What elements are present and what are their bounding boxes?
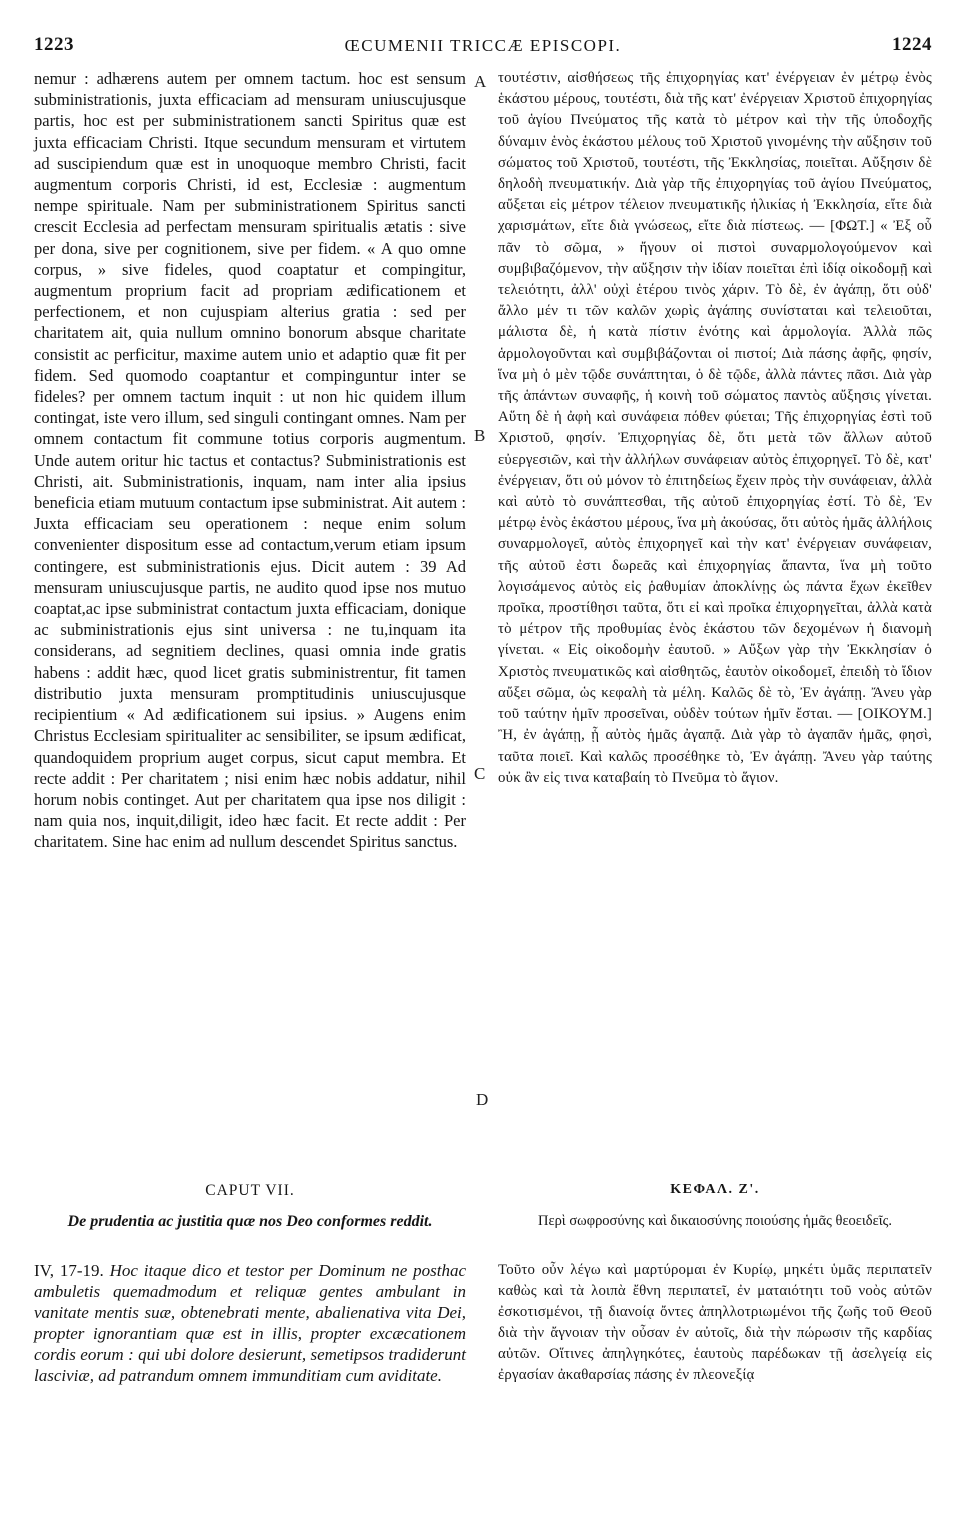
greek-commentary: τουτέστιν, αἰσθήσεως τῆς ἐπιχορηγίας κατ' ἐνέργειαν ἐν μέτρῳ ἑνὸς ἑκάστου μέρους, τουτέστι, διὰ τῆς κατ' ἐνέργειαν Χριστοῦ ἐπιχορηγίας τοῦ ἁγίου Πνεύματος τῆς κατὰ τὸ μέτρον καὶ τὴν τῆς ὑποδοχῆς δύναμιν ἑνὸς ἑκάστου μέλους τοῦ Χριστοῦ γινομένης τὴν αὔξησιν τοῦ σώματος τοῦ Χριστοῦ, τουτέστι, τῆς Ἐκκλησίας, ποιεῖται. Αὔξησιν δὲ δηλοδὴ πνευματικήν. Διὰ γὰρ τῆς ἐπιχορηγίας τοῦ ἁγίου Πνεύματος, αὔξεται εἰς μέτρον τέλειον πνευματικῆς ἡλικίας ἡ Ἐκκλησία, εἴτε διὰ χαρισμάτων, εἴτε διὰ γνώσεως, εἴτε διὰ πίστεως. — [ΦΩΤ.] « Ἐξ οὗ πᾶν τὸ σῶμα, » ἤγουν οἱ πιστοὶ συναρμολογούμενον καὶ συμβιβαζόμενον, τὴν αὔξησιν τὴν ἰδίαν ποιεῖται ἐπὶ ἰδίᾳ οἰκοδομῇ καὶ τελειότητι, ἀλλ' οὐχὶ ἑτέρου τινὸς χάριν. Τὸ δὲ, ἐν ἀγάπῃ, ὅτι οὐδ' ἄλλο μέν τι τῶν καλῶν χωρὶς ἀγάπης συνίσταται καὶ τελειοῦται, μάλιστα δὲ, ἡ κατὰ πίστιν ἑνότης καὶ ἁρμολογία. Ἀλλὰ πῶς ἁρμολογοῦνται καὶ συμβιβάζονται οἱ πιστοί; Διὰ πάσης ἀφῆς, φησίν, ἵνα μὴ ὁ μὲν τῷδε συνάπτηται, ὁ δὲ τῷδε, ἀλλὰ πάντες πᾶσι. Διὰ γὰρ τῆς ἁπάντων συναφῆς, ἡ κοινὴ τοῦ σώματος παντὸς αὔξησις γίνεται. Αὕτη δὲ ἡ ἀφὴ καὶ συνάφεια πόθεν φύεται; Τῆς ἐπιχορηγίας ἐστὶ τοῦ Χριστοῦ, φησίν. Ἐπιχορηγίας δὲ, ὅτι μετὰ τῶν ἄλλων αὐτοῦ εὐεργεσιῶν, καὶ τὴν ἀλλήλων συνάφειαν αὐτὸς ἐπιχορηγεῖ. Τὸ δὲ, κατ' ἐνέργειαν, ὅτι οὐ μόνον τὸ ἐπιτηδείως ἔχειν πρὸς τὴν συνάφειαν, ἀλλὰ καὶ αὐτὸ τὸ συνάπτεσθαι, τῆς αὐτοῦ ἐπιχορηγίας ἐστί. Τὸ δὲ, Ἐν μέτρῳ ἑνὸς ἑκάστου μέρους, ἵνα μὴ ἀκούσας, ὅτι αὐτὸς ἡμᾶς ἀλλήλοις συναρμολογεῖ, αὐτὸς ἐπιχορηγεῖ καὶ τὴν κατ' ἐνέργειαν συνάφειαν, τῆς αὐτοῦ ἐστι δωρεᾶς καὶ ἐπιχορηγίας ἅπαντα, ἵνα μὴ τοῦτο λογισάμενος αὐτὸς εἰς ῥαθυμίαν ἀποκλίνῃς ὡς πάντα ἔχων ἐκεῖθεν προῖκα, προστίθησι ταῦτα, ὅτι εἰ καὶ προῖκα ἐπιχορηγεῖται, ἀλλὰ κατὰ τὸ μέτρον τῆς προθυμίας ἑνὸς ἑκάστου τῶν δεχομένων ἡ διανομὴ γίνεται. « Εἰς οἰκοδομὴν ἑαυτοῦ. » Αὔξων γὰρ τὴν Ἐκκλησίαν ὁ Χριστὸς πνευματικῶς καὶ αἰσθητῶς, ἑαυτὸν οἰκοδομεῖ, ἐπειδὴ τὸ ἴδιον αὔξει σῶμα, ὡς κεφαλὴ τὰ μέλη. Καλῶς δὲ τὸ, Ἐν ἀγάπῃ. Ἄνευ γὰρ τοῦ ταύτην ἡμῖν προσεῖναι, οὐδὲν τούτων ἡμῖν ἔσται. — [ΟΙΚΟΥΜ.] Ἢ, ἐν ἀγάπῃ, ᾗ αὐτὸς ἡμᾶς ἀγαπᾷ. Διὰ γὰρ τὸ ἀγαπᾶν ἡμᾶς, φησὶ, ταῦτα ποιεῖ. Καὶ καλῶς προσέθηκε τὸ, Ἐν ἀγάπῃ. Ἄνευ γὰρ ταύτης οὐκ ἂν εἰς τινα καταβαίη τὸ Πνεῦμα τὸ ἅγιον. xyxy=(498,70,933,786)
column-number-left: 1223 xyxy=(34,34,74,55)
greek-chapter-heading: ΚΕΦΑΛ. Ζ'. xyxy=(670,1182,760,1197)
latin-column xyxy=(34,68,466,1385)
greek-scripture-section xyxy=(498,1260,932,1386)
latin-scripture-paragraph xyxy=(34,1260,466,1386)
scripture-reference: IV, 17-19. xyxy=(34,1261,104,1280)
section-marker-c: C xyxy=(474,764,486,783)
latin-chapter-subtitle: De prudentia ac justitia quæ nos Deo conformes reddit. xyxy=(67,1213,433,1230)
greek-chapter-subtitle: Περὶ σωφροσύνης καὶ δικαιοσύνης ποιούσης ἡμᾶς θεοειδεῖς. xyxy=(538,1213,892,1229)
latin-commentary: nemur : adhærens autem per omnem tactum. hoc est sensum subministrationis, juxta efficaciam ad mensuram uniuscujusque partis, hoc est per subministrationem sancti Spiritus quæ est juxta efficaciam Christi. Itque secundum mensuram et virtutem ad suscipiendum quæ est in unoquoque membro Christi, facit augmentum corporis Christi, id est, Ecclesiæ : augmentum nempe spirituale. Nam per subministrationem Spiritus sancti crescit Ecclesia ad perfectam mensuram spiritualis ætatis : sive per dona, sive per cognitionem, sive per fidem. « A quo omne corpus, » sive fideles, quod coaptatur et compingitur, augmentum proprium facit ad propriam ædificationem et perfectionem, et non cujuspiam alterius gratia : sed per charitatem ait, quia nullum omnino bonorum absque charitate consistit ac perficitur, maxime autem unio et adaptio quæ fit per fidem. Sed quomodo coaptantur et compinguntur inter se fideles? per omnem tactum inquit : ut non hic quidem illum contingat, iste vero illum, sed singuli contingant omnes. Nam per omnem contactum fit commune totius corporis augmentum. Unde autem oritur hic tactus et contactus? Subministrationis est Christi, ait. Subministrationis, inquam, nam inter alia ipsius beneficia etiam mutuum contactum ipse subministrat. Ait autem : Juxta efficaciam seu operationem : neque enim solum convenienter dispositum esse ad contactum,verum etiam ipsum contingere, est subministrationis ejus. Dicit autem : 39 Ad mensuram uniuscujusque partis, ne audito quod ipse nos mutuo coaptat,ac ipse subministrat contactum juxta efficaciam, donique ac subministrationis ejus sint universa : ne tu,inquam ita considerans, ad segnitiem declines, quasi omnia inde gratis habens : addit hæc, quod licet gratis subministrentur, fit tamen distributio juxta mensuram promptitudinis uniuscujusque recipientium « Ad ædificationem sui ipsius. » Augens enim Christus Ecclesiam spiritualiter ac sensibiliter, se ipsum ædificat, quandoquidem proprium auget corpus, sicut caput membra. Et recte addit : Per charitatem ; nisi enim hæc nobis addatur, nihil horum nobis continget. Aut per charitatem qua ipse nos diligit : nam quia nos, inquit,diligit, ideo hæc facit. Et recte addit : Per charitatem. Sine hac enim ad nullum descendet Spiritus sanctus. xyxy=(34,69,466,852)
page-header xyxy=(34,34,932,62)
section-marker-a: A xyxy=(474,72,487,91)
running-title: ŒCUMENII TRICCÆ EPISCOPI. xyxy=(344,36,622,55)
section-marker-b: B xyxy=(474,426,486,445)
latin-scripture-text: Hoc itaque dico et testor per Dominum ne posthac ambuletis quemadmodum et reliquæ gentes ambulant in vanitate mentis suæ, obtenebrati mente, abalienativa vita Dei, propter ignorantiam quæ est in illis, propter excæcationem cordis eorum : qui ubi dolore desierunt, semetipsos tradiderunt lasciviæ, ad patrandum omnem immunditiam cum aviditate. xyxy=(34,1261,466,1385)
latin-scripture-section xyxy=(34,1260,466,1386)
latin-chapter-heading: CAPUT VII. xyxy=(205,1182,295,1199)
greek-scripture-text: Τοῦτο οὖν λέγω καὶ μαρτύρομαι ἐν Κυρίῳ, μηκέτι ὑμᾶς περιπατεῖν καθὼς καὶ τὰ λοιπὰ ἔθνη περιπατεῖ, ἐν ματαιότητι τοῦ νοὸς αὐτῶν ἐσκοτισμένοι, τῇ διανοίᾳ ὄντες ἀπηλλοτριωμένοι τῆς ζωῆς τοῦ Θεοῦ διὰ τὴν ἄγνοιαν τὴν οὖσαν ἐν αὐτοῖς, διὰ τὴν πώρωσιν τῆς καρδίας αὐτῶν. Οἵτινες ἀπηλγηκότες, ἑαυτοὺς παρέδωκαν τῇ ἀσελγείᾳ εἰς ἐργασίαν ἀκαθαρσίας πάσης ἐν πλεονεξίᾳ xyxy=(498,1262,932,1383)
greek-column xyxy=(498,68,933,1383)
column-number-right: 1224 xyxy=(892,34,932,55)
section-marker-d: D xyxy=(476,1090,489,1109)
